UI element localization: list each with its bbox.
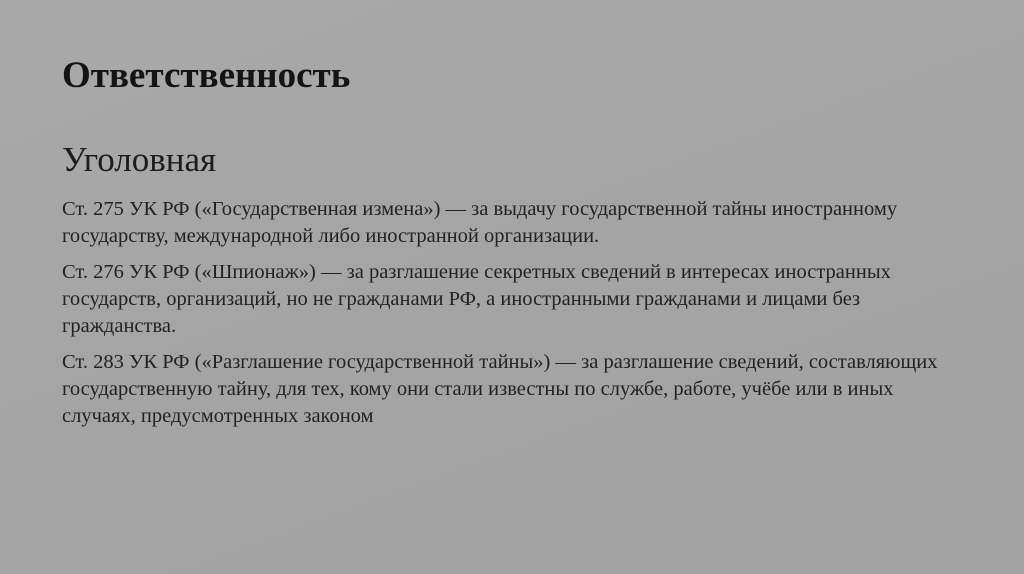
paragraph-article-276: Ст. 276 УК РФ («Шпионаж») — за разглашение секретных сведений в интересах иностранных государств, организаций, но не гражданами РФ, а иностранными гражданами и лицами без гражданства. [62,261,891,337]
slide-title: Ответственность [62,55,351,96]
slide-content [62,134,962,439]
paragraph-article-283: Ст. 283 УК РФ («Разглашение государственной тайны») — за разглашение сведений, составляющих государственную тайну, для тех, кому они стали известны по службе, работе, учёбе или в иных случаях, предусмотренных законом [62,351,938,427]
paragraph-article-275: Ст. 275 УК РФ («Государственная измена») — за выдачу государственной тайны иностранному государству, международной либо иностранной организации. [62,198,898,247]
slide-subtitle: Уголовная [62,140,217,179]
